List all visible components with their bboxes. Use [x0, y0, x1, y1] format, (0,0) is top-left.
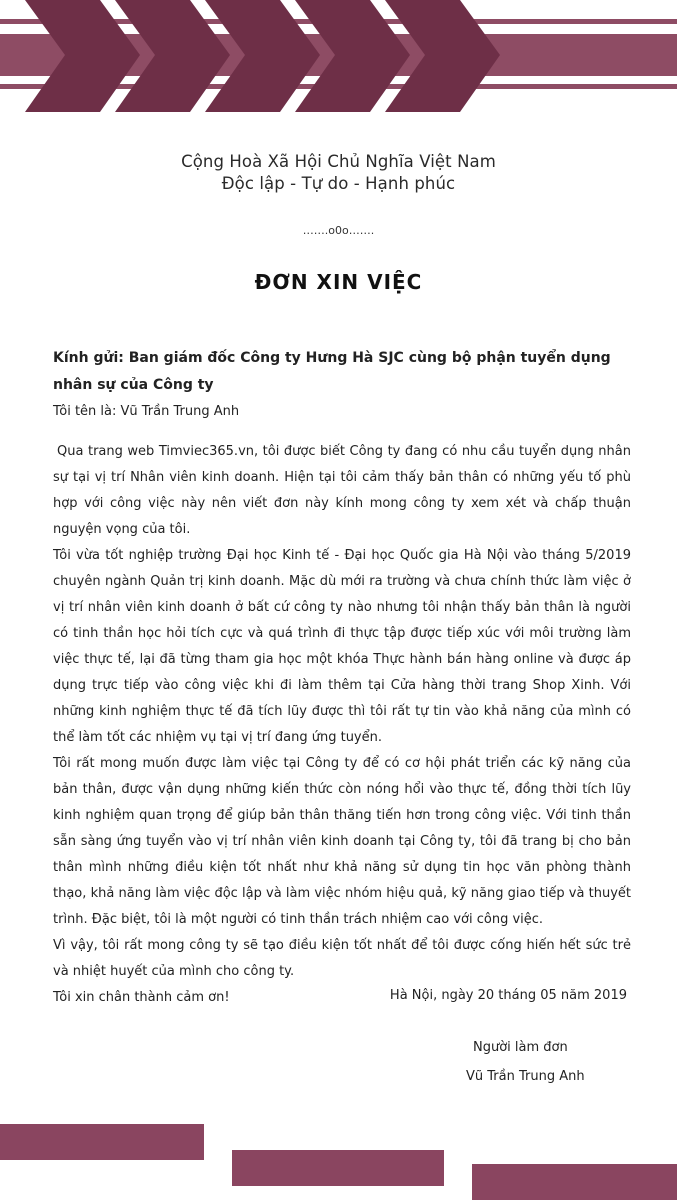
- body-paragraph: Vì vậy, tôi rất mong công ty sẽ tạo điều kiện tốt nhất để tôi được cống hiến hết sức trẻ và nhiệt huyết của mình cho công ty.: [53, 938, 631, 979]
- bottom-bar-middle: [232, 1150, 444, 1186]
- body-paragraph: Tôi vừa tốt nghiệp trường Đại học Kinh tế - Đại học Quốc gia Hà Nội vào tháng 5/2019 chuyên ngành Quản trị kinh doanh. Mặc dù mới ra trường và chưa chính thức làm việc ở vị trí nhân viên kinh doanh ở bất cứ công ty nào nhưng tôi nhận thấy bản thân là người có tinh thần học hỏi tích cực và quá trình đi thực tập được tiếp xúc với môi trường làm việc thực tế, lại đã từng tham gia học một khóa Thực hành bán hàng online và được áp dụng trực tiếp vào công việc khi đi làm thêm tại Cửa hàng thời trang Shop Xinh. Với những kinh nghiệm thực tế đã tích lũy được thì tôi rất tự tin vào khả năng của mình có thể làm tốt các nhiệm vụ tại vị trí đang ứng tuyển.: [53, 548, 631, 745]
- bottom-bar-left: [0, 1124, 204, 1160]
- top-chevron-banner: [0, 0, 677, 115]
- place-and-date: Hà Nội, ngày 20 tháng 05 năm 2019: [389, 988, 627, 1003]
- nation-name: Cộng Hoà Xã Hội Chủ Nghĩa Việt Nam: [181, 152, 496, 171]
- national-motto: Độc lập - Tự do - Hạnh phúc: [221, 174, 456, 193]
- signer-role: Người làm đơn: [473, 1040, 568, 1055]
- letter-body: [53, 345, 631, 1011]
- recipient-line: Kính gửi: Ban giám đốc Công ty Hưng Hà SJC cùng bộ phận tuyển dụng nhân sự của Công ty: [53, 350, 611, 393]
- body-paragraph: Tôi rất mong muốn được làm việc tại Công ty để có cơ hội phát triển các kỹ năng của bản thân, được vận dụng những kiến thức còn nóng hổi vào thực tế, đồng thời tích lũy kinh nghiệm quan trọng để giúp bản thân thăng tiến hơn trong công việc. Với tinh thần sẵn sàng ứng tuyển vào vị trí nhân viên kinh doanh tại Công ty, tôi đã trang bị cho bản thân mình những điều kiện tốt nhất như khả năng sử dụng tin học văn phòng thành thạo, khả năng làm việc độc lập và làm việc nhóm hiệu quả, kỹ năng giao tiếp và thuyết trình. Đặc biệt, tôi là một người có tinh thần trách nhiệm cao với công việc.: [53, 756, 631, 927]
- body-paragraph: Qua trang web Timviec365.vn, tôi được biết Công ty đang có nhu cầu tuyển dụng nhân sự tại vị trí Nhân viên kinh doanh. Hiện tại tôi cảm thấy bản thân có những yếu tố phù hợp với công việc này nên viết đơn này kính mong công ty xem xét và chấp thuận nguyện vọng của tôi.: [53, 444, 631, 537]
- bottom-bar-right: [472, 1164, 677, 1200]
- closing-thanks: Tôi xin chân thành cảm ơn!: [53, 990, 230, 1005]
- ornament-divider: …….o0o…….: [302, 224, 375, 237]
- document-title: ĐƠN XIN VIỆC: [254, 270, 423, 294]
- applicant-intro: Tôi tên là: Vũ Trần Trung Anh: [53, 404, 240, 419]
- signer-name: Vũ Trần Trung Anh: [466, 1069, 585, 1084]
